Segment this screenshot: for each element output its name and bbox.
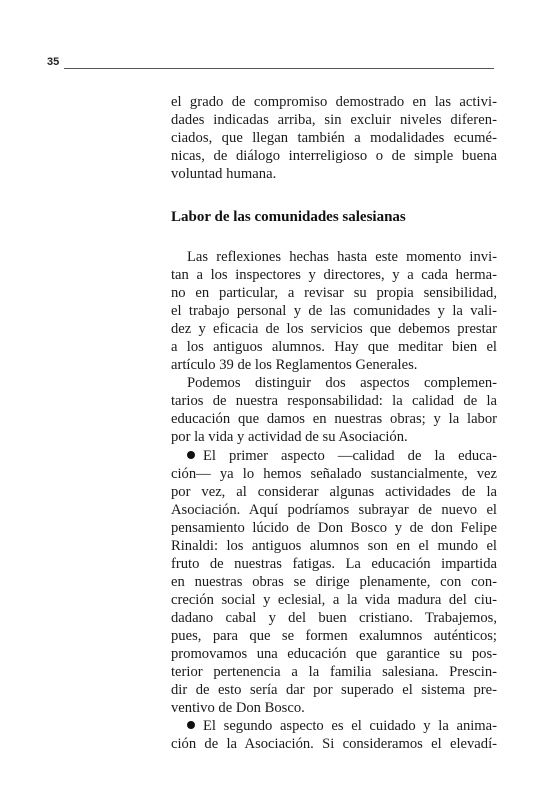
line-text: artículo 39 de los Reglamentos Generales.	[171, 357, 418, 374]
line-text: El primer aspecto —calidad de la educa-	[203, 447, 497, 464]
line-text: Las reflexiones hechas hasta este momento invi-	[187, 249, 497, 265]
text-line: nicas, de diálogo interreligioso o de simple buena	[171, 147, 497, 164]
text-line	[171, 573, 497, 591]
line-text: en nuestras obras se dirige plenamente, con con-	[171, 573, 497, 590]
text-line: ciados, que llegan también a modalidades ecumé-	[171, 129, 497, 146]
line-text: Asociación. Aquí podríamos subrayar de nuevo el	[171, 501, 497, 518]
text-line	[171, 735, 497, 753]
text-line	[171, 320, 497, 338]
line-text: el trabajo personal y de las comunidades y la vali-	[171, 303, 497, 320]
line-text: educación que damos en nuestras obras; y la labor	[171, 411, 497, 428]
line-text: dadano cabal y del buen cristiano. Trabajemos,	[171, 609, 497, 626]
text-line	[171, 627, 497, 645]
text-line	[171, 374, 497, 392]
bullet-line	[171, 447, 497, 465]
line-text: ción— ya lo hemos señalado sustancialmente, vez	[171, 465, 497, 482]
text-line: dades indicadas arriba, sin excluir niveles diferen-	[171, 111, 497, 128]
text-line	[171, 248, 497, 266]
line-text: pensamiento lúcido de Don Bosco y de don Felipe	[171, 519, 497, 536]
line-text: a los antiguos alumnos. Hay que meditar bien el	[171, 339, 497, 356]
line-text: El segundo aspecto es el cuidado y la anima-	[203, 718, 497, 735]
line-text: ventivo de Don Bosco.	[171, 700, 305, 717]
bullet-line	[171, 717, 497, 735]
text-line	[171, 501, 497, 519]
line-text: tarios de nuestra responsabilidad: la calidad de la	[171, 393, 497, 410]
text-line	[171, 663, 497, 681]
text-line: el grado de compromiso demostrado en las activi-	[171, 94, 497, 110]
line-text: tan a los inspectores y directores, y a cada herma-	[171, 267, 497, 284]
line-text: promovamos una educación que garantice su pos-	[171, 646, 497, 663]
bullet-icon	[187, 451, 195, 459]
text-line	[171, 699, 497, 717]
text-line	[171, 338, 497, 356]
line-text: terior pertenencia a la familia salesiana. Prescin-	[171, 664, 497, 681]
text-line	[171, 519, 497, 537]
section-body	[171, 248, 497, 753]
header-rule	[64, 68, 494, 69]
text-line	[171, 609, 497, 627]
line-text: no en particular, a revisar su propia sensibilidad,	[171, 285, 497, 302]
line-text: creción social y eclesial, a la vida madura del ciu-	[171, 591, 497, 608]
line-text: por vez, al considerar algunas actividades de la	[171, 483, 497, 500]
line-text: pues, para que se formen exalumnos auténticos;	[171, 627, 497, 644]
text-line: voluntad humana.	[171, 165, 277, 182]
line-text: dir de esto sería dar por superado el sistema pre-	[171, 682, 497, 699]
line-text: Podemos distinguir dos aspectos complemen-	[187, 375, 497, 392]
line-text: Rinaldi: los antiguos alumnos son en el mundo el	[171, 537, 497, 554]
line-text: fruto de nuestras fatigas. La educación impartida	[171, 555, 497, 572]
text-line	[171, 302, 497, 320]
text-line	[171, 591, 497, 609]
text-line	[171, 537, 497, 555]
text-line	[171, 428, 497, 446]
text-line	[171, 410, 497, 428]
line-text: ción de la Asociación. Si consideramos el elevadí-	[171, 736, 497, 753]
text-line	[171, 645, 497, 663]
intro-paragraph	[171, 94, 497, 184]
section-heading: Labor de las comunidades salesianas	[171, 209, 406, 225]
text-line	[171, 465, 497, 483]
text-line	[171, 266, 497, 284]
text-line	[171, 681, 497, 699]
bullet-icon	[187, 721, 195, 729]
page-number: 35	[47, 56, 60, 68]
line-text: por la vida y actividad de su Asociación.	[171, 429, 408, 446]
text-line	[171, 483, 497, 501]
text-line	[171, 555, 497, 573]
text-line	[171, 392, 497, 410]
line-text: dez y eficacia de los servicios que debemos prestar	[171, 321, 497, 338]
text-line	[171, 356, 497, 374]
text-line	[171, 284, 497, 302]
